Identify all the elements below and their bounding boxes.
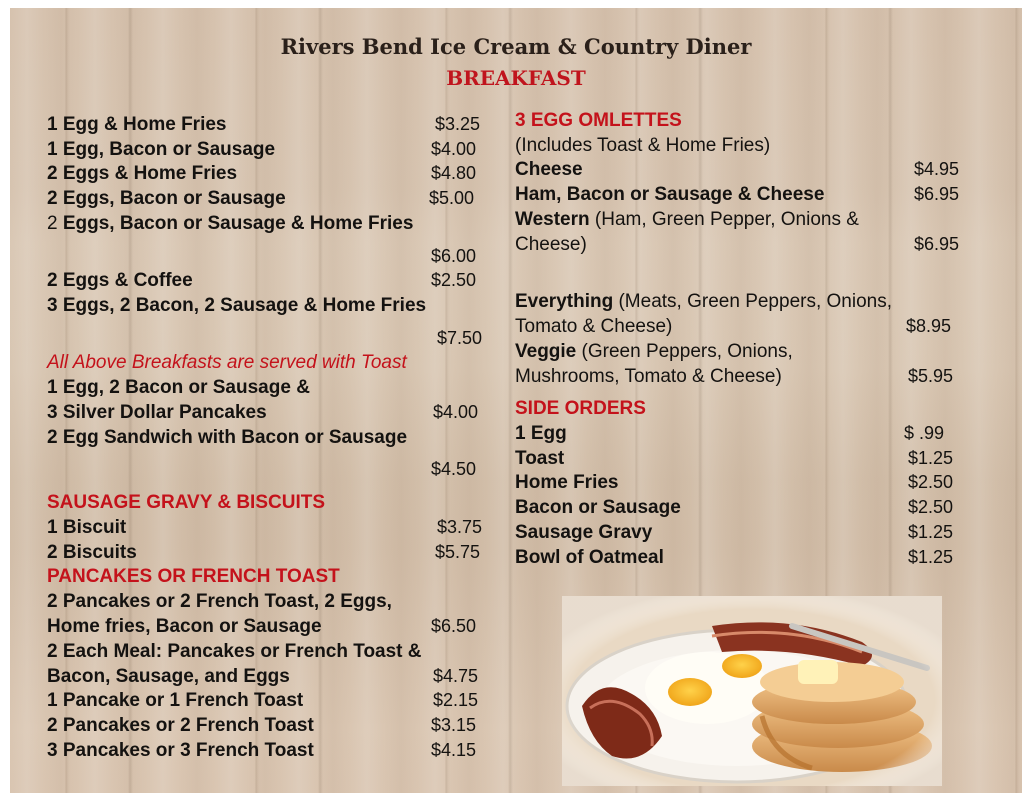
menu-item-name: 1 Biscuit <box>47 517 127 538</box>
section-heading-omelettes: 3 EGG OMLETTES <box>515 110 682 131</box>
menu-item-name: 1 Egg, 2 Bacon or Sausage & <box>47 377 310 398</box>
menu-page <box>10 8 1022 793</box>
menu-item-name: 2 Eggs & Coffee <box>47 270 193 291</box>
menu-item-name: Bacon or Sausage <box>515 497 681 518</box>
menu-item-name: 2 Biscuits <box>47 542 137 563</box>
breakfast-heading: BREAKFAST <box>446 66 586 90</box>
menu-item-price: $4.50 <box>431 459 477 479</box>
menu-item-price: $3.25 <box>435 114 481 134</box>
menu-item-price: $5.75 <box>435 542 481 562</box>
photo-vignette <box>562 596 942 786</box>
menu-item-price: $6.00 <box>431 246 477 266</box>
menu-item-price: $5.00 <box>429 188 475 208</box>
menu-item-price: $6.95 <box>914 184 960 204</box>
menu-item-price: $1.25 <box>908 448 954 468</box>
menu-item-name: 1 Pancake or 1 French Toast <box>47 690 304 711</box>
menu-item-price: $2.50 <box>908 472 954 492</box>
menu-item-name: 2 Eggs & Home Fries <box>47 163 238 184</box>
menu-item-price: $3.75 <box>437 517 483 537</box>
menu-item-price: $2.50 <box>908 497 954 517</box>
menu-item-desc: Cheese) <box>515 234 587 255</box>
menu-item-price: $ .99 <box>904 423 945 443</box>
menu-item-name: Home fries, Bacon or Sausage <box>47 616 322 637</box>
toast-note: All Above Breakfasts are served with Toast <box>47 352 407 373</box>
menu-item-price: $4.75 <box>433 666 479 686</box>
menu-item-name: Bowl of Oatmeal <box>515 547 664 568</box>
menu-item-price: $7.50 <box>437 328 483 348</box>
menu-item-name: 2 Pancakes or 2 French Toast <box>47 715 314 736</box>
menu-item-name: Sausage Gravy <box>515 522 653 543</box>
menu-item-price: $4.80 <box>431 163 477 183</box>
menu-item-name: 1 Egg <box>515 423 567 444</box>
menu-item-name: Toast <box>515 448 565 469</box>
menu-item-name: 3 Silver Dollar Pancakes <box>47 402 267 423</box>
section-heading-sides: SIDE ORDERS <box>515 398 646 419</box>
menu-item-name: Western (Ham, Green Pepper, Onions & <box>515 209 859 230</box>
omelette-note: (Includes Toast & Home Fries) <box>515 135 771 156</box>
menu-item-name: 2 Eggs, Bacon or Sausage & Home Fries <box>47 213 414 234</box>
menu-item-name: 3 Pancakes or 3 French Toast <box>47 740 314 761</box>
menu-item-price: $1.25 <box>908 547 954 567</box>
menu-item-price: $2.50 <box>431 270 477 290</box>
menu-item-price: $6.50 <box>431 616 477 636</box>
menu-item-name: 2 Egg Sandwich with Bacon or Sausage <box>47 427 408 448</box>
menu-item-name: 2 Each Meal: Pancakes or French Toast & <box>47 641 422 662</box>
menu-item-price: $8.95 <box>906 316 952 336</box>
menu-item-price: $4.15 <box>431 740 477 760</box>
menu-item-price: $3.15 <box>431 715 477 735</box>
menu-item-name: 2 Eggs, Bacon or Sausage <box>47 188 286 209</box>
menu-item-desc: Mushrooms, Tomato & Cheese) <box>515 366 782 387</box>
menu-item-price: $4.00 <box>433 402 479 422</box>
menu-item-name: Ham, Bacon or Sausage & Cheese <box>515 184 825 205</box>
menu-item-price: $1.25 <box>908 522 954 542</box>
breakfast-plate-photo <box>562 596 942 786</box>
menu-item-name: Veggie (Green Peppers, Onions, <box>515 341 793 362</box>
menu-item-name: Home Fries <box>515 472 619 493</box>
menu-item-price: $2.15 <box>433 690 479 710</box>
section-heading-pancakes: PANCAKES OR FRENCH TOAST <box>47 566 340 587</box>
menu-item-name: 2 Pancakes or 2 French Toast, 2 Eggs, <box>47 591 392 612</box>
menu-item-name: 3 Eggs, 2 Bacon, 2 Sausage & Home Fries <box>47 295 427 316</box>
menu-item-price: $4.95 <box>914 159 960 179</box>
menu-item-name: Bacon, Sausage, and Eggs <box>47 666 290 687</box>
menu-item-name: 1 Egg & Home Fries <box>47 114 227 135</box>
menu-item-price: $5.95 <box>908 366 954 386</box>
menu-item-desc: Tomato & Cheese) <box>515 316 673 337</box>
section-heading-gravy: SAUSAGE GRAVY & BISCUITS <box>47 492 326 513</box>
menu-item-name: Everything (Meats, Green Peppers, Onions, <box>515 291 892 312</box>
menu-item-name: 1 Egg, Bacon or Sausage <box>47 139 276 160</box>
menu-item-price: $6.95 <box>914 234 960 254</box>
diner-title: Rivers Bend Ice Cream & Country Diner <box>280 34 752 59</box>
menu-item-name: Cheese <box>515 159 583 180</box>
menu-item-price: $4.00 <box>431 139 477 159</box>
